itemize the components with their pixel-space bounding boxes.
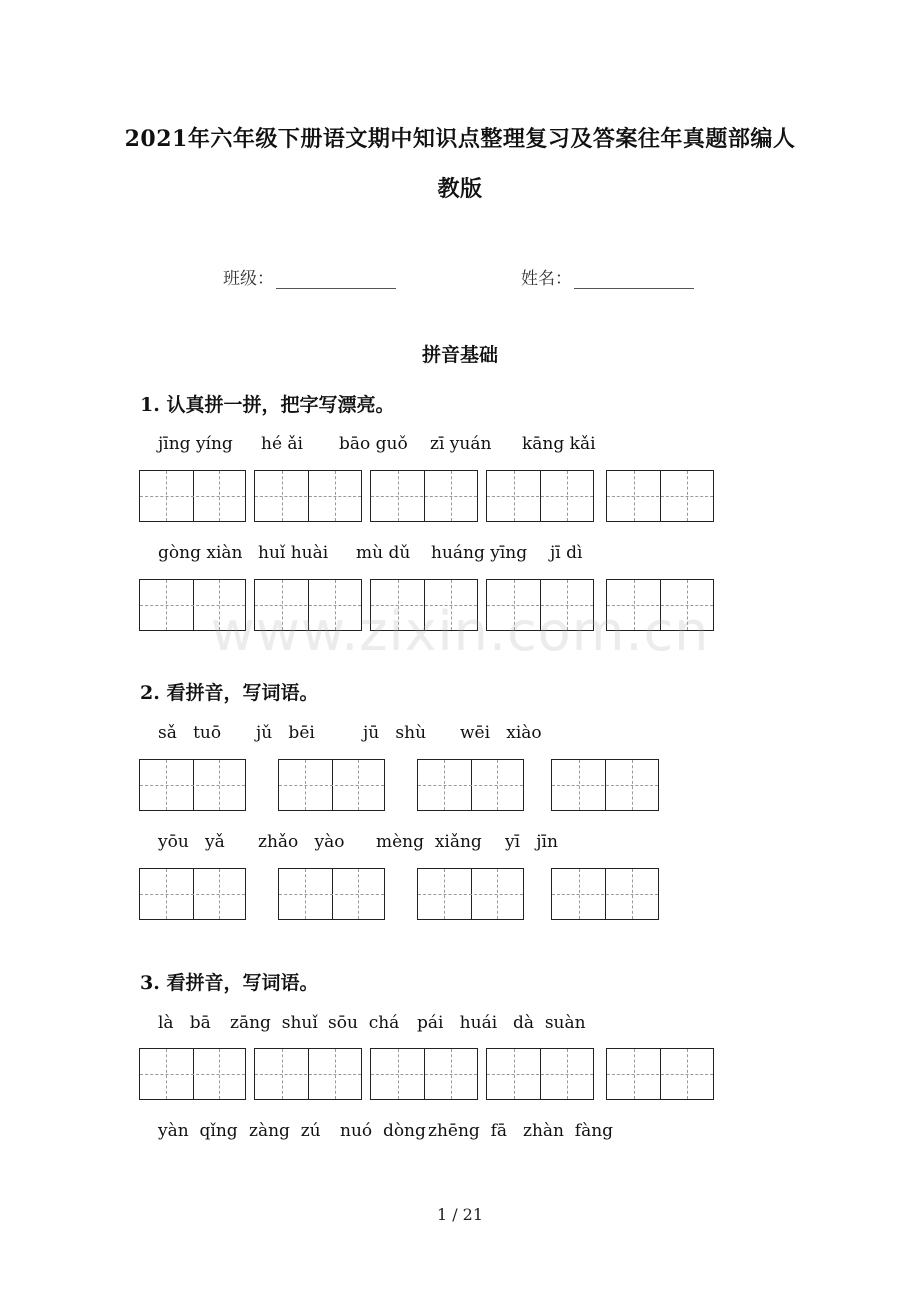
writing-box[interactable] (551, 868, 659, 920)
q1-pinyin: zī yuán (430, 434, 492, 454)
writing-box[interactable] (139, 868, 246, 920)
question-2-heading: 2. 看拼音，写词语。 (140, 682, 319, 704)
writing-box[interactable] (278, 868, 385, 920)
q3-pinyin: zhàn fàng (523, 1121, 614, 1141)
document-title-line-1: 2021年六年级下册语文期中知识点整理复习及答案往年真题部编人 (124, 126, 796, 152)
q2-pinyin: yōu yǎ (158, 832, 225, 852)
q3-pinyin: pái huái (417, 1013, 498, 1033)
writing-box[interactable] (139, 470, 246, 522)
class-blank[interactable] (276, 270, 396, 289)
class-label: 班级： (223, 269, 274, 289)
writing-box[interactable] (606, 470, 714, 522)
writing-box[interactable] (139, 1048, 246, 1100)
question-3-heading: 3. 看拼音，写词语。 (140, 972, 319, 994)
q2-pinyin: jǔ bēi (256, 723, 315, 743)
name-label: 姓名： (521, 269, 572, 289)
q1-pinyin: bāo guǒ (339, 434, 408, 454)
writing-box[interactable] (417, 759, 524, 811)
writing-box[interactable] (278, 759, 385, 811)
watermark: www.zixin.com.cn (210, 600, 710, 663)
q3-pinyin: nuó dòng (340, 1121, 426, 1141)
q3-pinyin: là bā (158, 1013, 211, 1033)
q2-pinyin: wēi xiào (460, 723, 542, 743)
writing-box[interactable] (254, 1048, 362, 1100)
writing-box[interactable] (606, 1048, 714, 1100)
writing-box[interactable] (370, 470, 478, 522)
q3-pinyin: yàn qǐng (158, 1121, 238, 1141)
q2-pinyin: jū shù (363, 723, 427, 743)
q2-pinyin: sǎ tuō (158, 723, 222, 743)
q1-pinyin: hé ǎi (261, 434, 303, 454)
writing-box[interactable] (139, 759, 246, 811)
q1-pinyin: mù dǔ (356, 543, 411, 563)
q1-pinyin: huǐ huài (258, 543, 329, 563)
writing-box[interactable] (486, 1048, 594, 1100)
q1-pinyin: gòng xiàn (158, 543, 243, 563)
writing-box[interactable] (370, 1048, 478, 1100)
q3-pinyin: dà suàn (513, 1013, 586, 1033)
name-blank[interactable] (574, 270, 694, 289)
q2-pinyin: zhǎo yào (258, 832, 345, 852)
page-number: 1 / 21 (436, 1205, 484, 1224)
q2-pinyin: yī jīn (505, 832, 558, 852)
q3-pinyin: zāng shuǐ (230, 1013, 318, 1033)
section-heading: 拼音基础 (421, 344, 498, 366)
writing-box[interactable] (486, 470, 594, 522)
q3-pinyin: zàng zú (249, 1121, 321, 1141)
q1-pinyin: huáng yīng (431, 543, 528, 563)
q3-pinyin: zhēng fā (428, 1121, 508, 1141)
q1-pinyin: kāng kǎi (522, 434, 596, 454)
writing-box[interactable] (417, 868, 524, 920)
q2-pinyin: mèng xiǎng (376, 832, 482, 852)
name-field (521, 264, 694, 289)
q1-pinyin: jī dì (550, 543, 583, 563)
class-field (223, 264, 396, 289)
question-1-heading: 1. 认真拼一拼，把字写漂亮。 (140, 394, 395, 416)
writing-box[interactable] (551, 759, 659, 811)
document-title-line-2: 教版 (437, 176, 483, 202)
writing-box[interactable] (254, 470, 362, 522)
q3-pinyin: sōu chá (328, 1013, 400, 1033)
q1-pinyin: jīng yíng (158, 434, 233, 454)
